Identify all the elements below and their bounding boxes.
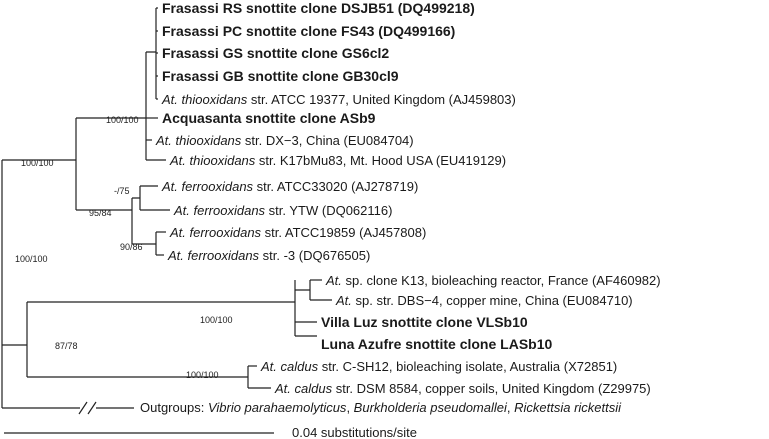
leaf-label [169, 153, 506, 168]
leaf-strain: Frasassi GB snottite clone GB30cl9 [162, 68, 399, 84]
leaf-label [162, 0, 475, 16]
leaf-labels [155, 0, 661, 396]
leaf-genus: At. thiooxidans [170, 153, 256, 168]
leaf-label [167, 248, 370, 263]
leaf-label [325, 273, 661, 288]
leaf-label [169, 225, 426, 240]
leaf-strain: str. ATCC19859 (AJ457808) [261, 225, 427, 240]
branch-thiooxidans-clade [76, 52, 146, 160]
leaf-strain: str. -3 (DQ676505) [259, 248, 371, 263]
leaf-strain: str. DSM 8584, copper soils, United Kingdom (Z29975) [332, 381, 651, 396]
leaf-genus: At. ferrooxidans [174, 203, 266, 218]
leaf-strain: Frasassi PC snottite clone FS43 (DQ499166) [162, 23, 456, 39]
branch-break-mark [79, 400, 96, 416]
leaf-label [162, 23, 455, 39]
leaf-genus: At. ferrooxidans [168, 248, 260, 263]
outgroup-separator: , [346, 400, 354, 415]
leaf-strain: str. K17bMu83, Mt. Hood USA (EU419129) [255, 153, 507, 168]
bootstrap-label: 95/84 [89, 208, 112, 218]
bootstrap-label: -/75 [114, 186, 130, 196]
leaf-strain: str. DX−3, China (EU084704) [241, 133, 414, 148]
outgroup-label [140, 400, 622, 415]
leaf-label [162, 110, 376, 126]
leaf-label [155, 133, 414, 148]
leaf-label [274, 381, 651, 396]
branch-ingroup-b [2, 302, 27, 377]
outgroup-taxon: Burkholderia pseudomallei [353, 400, 507, 415]
outgroup-taxon: Rickettsia rickettsii [514, 400, 622, 415]
leaf-genus: At. [336, 293, 352, 308]
leaf-genus: At. [326, 273, 342, 288]
outgroup-taxon: Vibrio parahaemolyticus [207, 400, 347, 415]
leaf-label [162, 68, 399, 84]
leaf-strain: Luna Azufre snottite clone LASb10 [321, 336, 553, 352]
scale-bar-label: 0.04 substitutions/site [292, 425, 418, 439]
leaf-strain: str. C-SH12, bioleaching isolate, Australia (X72851) [318, 359, 618, 374]
leaf-genus: At. caldus [261, 359, 319, 374]
leaf-strain: str. ATCC 19377, United Kingdom (AJ459803) [247, 92, 516, 107]
leaf-strain: Acquasanta snottite clone ASb9 [162, 110, 376, 126]
leaf-label [321, 314, 528, 330]
branch-ferro-sub1 [132, 186, 140, 210]
leaf-strain: str. YTW (DQ062116) [265, 203, 393, 218]
leaf-strain: sp. clone K13, bioleaching reactor, France (AF460982) [341, 273, 661, 288]
leaf-label [173, 203, 392, 218]
leaf-genus: At. caldus [275, 381, 333, 396]
bootstrap-label: 100/100 [15, 254, 48, 264]
bootstrap-label: 100/100 [186, 370, 219, 380]
leaf-label [161, 179, 418, 194]
outgroup-prefix: Outgroups: [140, 400, 208, 415]
leaf-label [321, 336, 552, 352]
branch-frasassi-group [146, 8, 156, 99]
leaf-strain: Frasassi RS snottite clone DSJB51 (DQ499218) [162, 0, 475, 16]
bootstrap-label: 100/100 [106, 115, 139, 125]
leaf-genus: At. ferrooxidans [170, 225, 262, 240]
branch-sp-sub [295, 280, 310, 300]
outgroup-separator: , [506, 400, 515, 415]
leaf-genus: At. ferrooxidans [162, 179, 254, 194]
leaf-label [162, 45, 389, 61]
leaf-strain: str. ATCC33020 (AJ278719) [253, 179, 419, 194]
leaf-label [161, 92, 516, 107]
branch-sp-clade [27, 280, 295, 336]
leaf-strain: Villa Luz snottite clone VLSb10 [321, 314, 528, 330]
bootstrap-label: 100/100 [21, 158, 54, 168]
leaf-label [260, 359, 617, 374]
leaf-genus: At. thiooxidans [156, 133, 242, 148]
bootstrap-label: 100/100 [200, 315, 233, 325]
leaf-genus: At. thiooxidans [162, 92, 248, 107]
branch-ferrooxidans-clade [76, 198, 132, 244]
leaf-strain: sp. str. DBS−4, copper mine, China (EU084710) [351, 293, 633, 308]
leaf-strain: Frasassi GS snottite clone GS6cl2 [162, 45, 390, 61]
bootstrap-label: 87/78 [55, 341, 78, 351]
scale-bar [4, 425, 417, 439]
bootstrap-label: 90/86 [120, 242, 143, 252]
leaf-label [335, 293, 633, 308]
